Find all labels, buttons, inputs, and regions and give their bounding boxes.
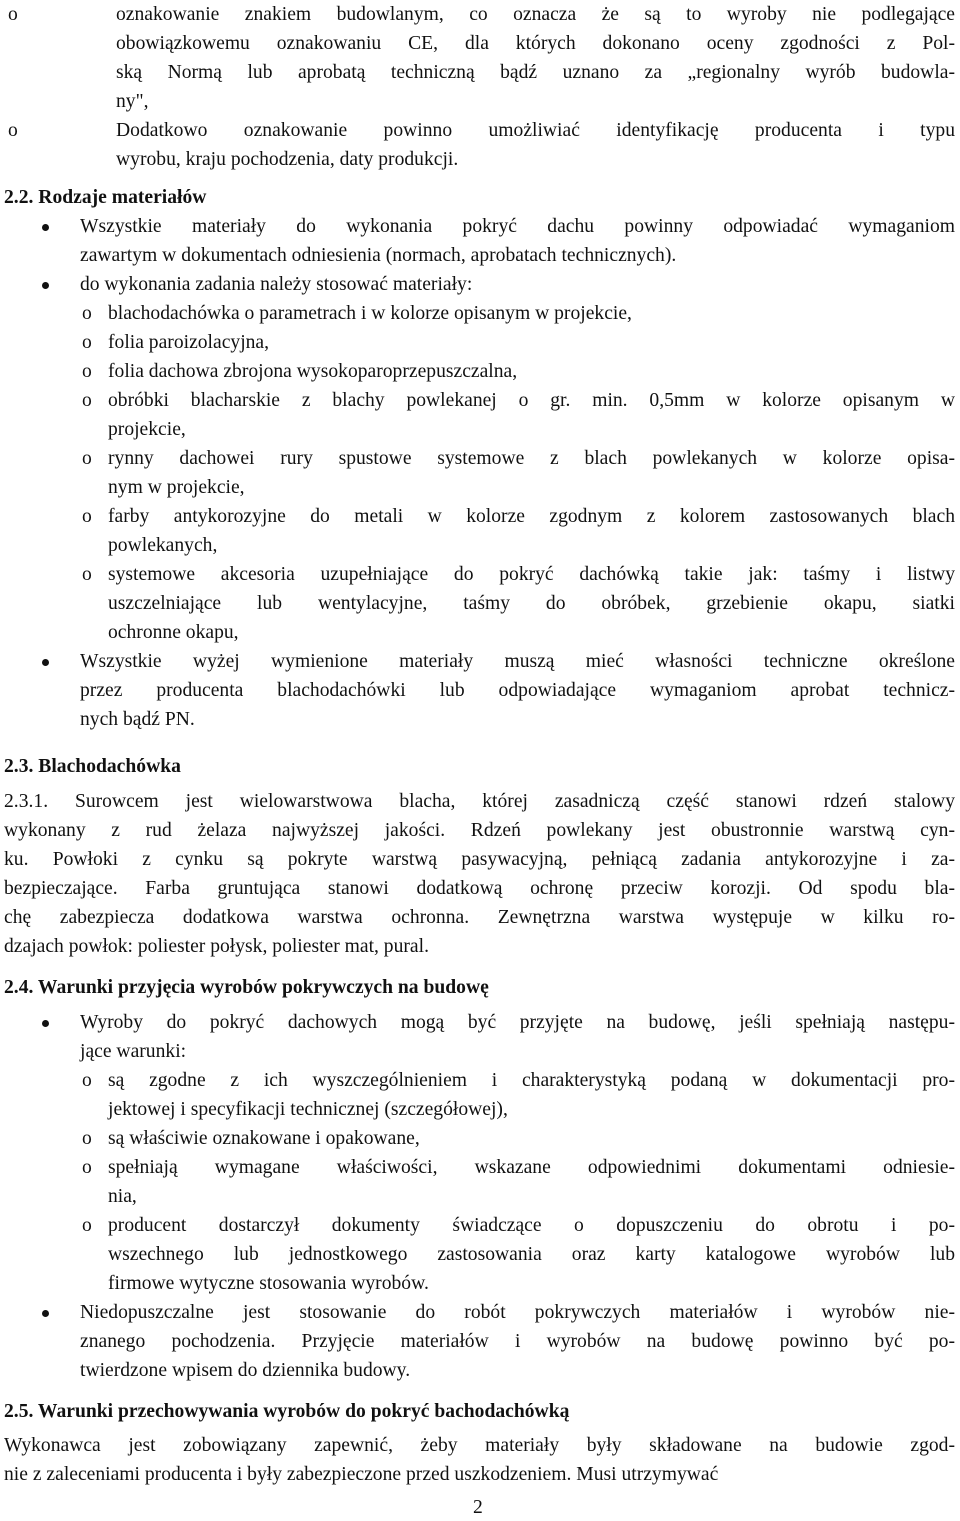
paragraph-line: 2.3.1. Surowcem jest wielowarstwowa blacha, której zasadniczą część stanowi rdzeń stalowy — [4, 791, 955, 812]
sub-item-text: projekcie, — [108, 419, 186, 440]
sub-item-text: spełniają wymagane właściwości, wskazane odpowiednimi dokumentami odniesie- — [108, 1157, 955, 1178]
section-heading: 2.3. Blachodachówka — [4, 756, 181, 777]
bullet-icon — [42, 282, 49, 289]
paragraph-line: bezpieczające. Farba gruntująca stanowi dodatkową ochronę przeciw korozji. Od spodu bla- — [4, 878, 955, 899]
sub-item-text: są właściwie oznakowane i opakowane, — [108, 1128, 420, 1149]
sub-item-text: uszczelniające lub wentylacyjne, taśmy do obróbek, grzebienie okapu, siatki — [108, 593, 955, 614]
section-heading: 2.2. Rodzaje materiałów — [4, 187, 207, 208]
sub-item-text: blachodachówka o parametrach i w kolorze opisanym w projekcie, — [108, 303, 632, 324]
bullet-text: Wyroby do pokryć dachowych mogą być przyjęte na budowę, jeśli spełniają następu- — [80, 1012, 955, 1033]
bullet-icon — [42, 1310, 49, 1317]
sub-bullet-marker: o — [82, 303, 92, 324]
sub-bullet-marker: o — [82, 1215, 92, 1236]
sub-bullet-marker: o — [82, 1070, 92, 1091]
paragraph-line: ku. Powłoki z cynku są pokryte warstwą pasywacyjną, pełniącą zadania antykorozyjne i za- — [4, 849, 955, 870]
page-number: 2 — [473, 1497, 483, 1518]
bullet-text: znanego pochodzenia. Przyjęcie materiałów i wyrobów na budowę powinno być po- — [80, 1331, 955, 1352]
bullet-text: zawartym w dokumentach odniesienia (normach, aprobatach technicznych). — [80, 245, 677, 266]
bullet-text: twierdzone wpisem do dziennika budowy. — [80, 1360, 411, 1381]
sub-item-text: rynny dachowei rury spustowe systemowe z blach powlekanych w kolorze opisa- — [108, 448, 955, 469]
sub-item-text: folia dachowa zbrojona wysokoparoprzepuszczalna, — [108, 361, 518, 382]
sub-bullet-marker: o — [82, 390, 92, 411]
sub-bullet-marker: o — [82, 332, 92, 353]
section-heading: 2.4. Warunki przyjęcia wyrobów pokrywczych na budowę — [4, 977, 489, 998]
sub-item-text: farby antykorozyjne do metali w kolorze zgodnym z kolorem zastosowanych blach — [108, 506, 955, 527]
sub-item-text: nia, — [108, 1186, 137, 1207]
sub-item-text: folia paroizolacyjna, — [108, 332, 270, 353]
paragraph-line: nie z zaleceniami producenta i były zabezpieczone przed uszkodzeniem. Musi utrzymywać — [4, 1464, 719, 1485]
sub-bullet-marker: o — [82, 1128, 92, 1149]
list-item-text: Dodatkowo oznakowanie powinno umożliwiać identyfikację producenta i typu — [116, 120, 955, 141]
bullet-text: nych bądź PN. — [80, 709, 195, 730]
sub-item-text: wszechnego lub jednostkowego zastosowania oraz karty katalogowe wyrobów lub — [108, 1244, 955, 1265]
sub-bullet-marker: o — [82, 1157, 92, 1178]
bullet-text: Wszystkie wyżej wymienione materiały muszą mieć własności techniczne określone — [80, 651, 955, 672]
bullet-icon — [42, 1020, 49, 1027]
section-heading: 2.5. Warunki przechowywania wyrobów do pokryć bachodachówką — [4, 1401, 570, 1422]
bullet-text: Wszystkie materiały do wykonania pokryć dachu powinny odpowiadać wymaganiom — [80, 216, 955, 237]
bullet-icon — [42, 224, 49, 231]
list-item-text: ską Normą lub aprobatą techniczną bądź uznano za „regionalny wyrób budowla- — [116, 62, 955, 83]
paragraph-line: wykonany z rud żelaza najwyższej jakości. Rdzeń powlekany jest obustronnie warstwą cyn- — [4, 820, 955, 841]
sub-bullet-marker: o — [82, 506, 92, 527]
sub-bullet-marker: o — [8, 4, 18, 25]
sub-bullet-marker: o — [8, 120, 18, 141]
bullet-icon — [42, 659, 49, 666]
bullet-text: jące warunki: — [80, 1041, 187, 1062]
sub-item-text: ochronne okapu, — [108, 622, 239, 643]
paragraph-line: dzajach powłok: poliester połysk, poliester mat, pural. — [4, 936, 429, 957]
sub-bullet-marker: o — [82, 564, 92, 585]
list-item-text: obowiązkowemu oznakowaniu CE, dla których dokonano oceny zgodności z Pol- — [116, 33, 955, 54]
sub-item-text: powlekanych, — [108, 535, 218, 556]
paragraph-line: Wykonawca jest zobowiązany zapewnić, żeby materiały były składowane na budowie zgod- — [4, 1435, 955, 1456]
list-item-text: oznakowanie znakiem budowlanym, co oznacza że są to wyroby nie podlegające — [116, 4, 955, 25]
sub-item-text: nym w projekcie, — [108, 477, 245, 498]
sub-item-text: obróbki blacharskie z blachy powlekanej o gr. min. 0,5mm w kolorze opisanym w — [108, 390, 955, 411]
sub-item-text: firmowe wytyczne stosowania wyrobów. — [108, 1273, 429, 1294]
bullet-text: przez producenta blachodachówki lub odpowiadające wymaganiom aprobat technicz- — [80, 680, 955, 701]
list-item-text: wyrobu, kraju pochodzenia, daty produkcji. — [116, 149, 459, 170]
sub-item-text: producent dostarczył dokumenty świadczące o dopuszczeniu do obrotu i po- — [108, 1215, 955, 1236]
sub-bullet-marker: o — [82, 448, 92, 469]
bullet-text: do wykonania zadania należy stosować materiały: — [80, 274, 473, 295]
sub-item-text: są zgodne z ich wyszczególnieniem i charakterystyką podaną w dokumentacji pro- — [108, 1070, 955, 1091]
sub-item-text: systemowe akcesoria uzupełniające do pokryć dachówką takie jak: taśmy i listwy — [108, 564, 955, 585]
list-item-text: ny", — [116, 91, 149, 112]
bullet-text: Niedopuszczalne jest stosowanie do robót pokrywczych materiałów i wyrobów nie- — [80, 1302, 955, 1323]
sub-item-text: jektowej i specyfikacji technicznej (szczegółowej), — [108, 1099, 508, 1120]
sub-bullet-marker: o — [82, 361, 92, 382]
paragraph-line: chę zabezpiecza dodatkowa warstwa ochronna. Zewnętrzna warstwa występuje w kilku ro- — [4, 907, 955, 928]
